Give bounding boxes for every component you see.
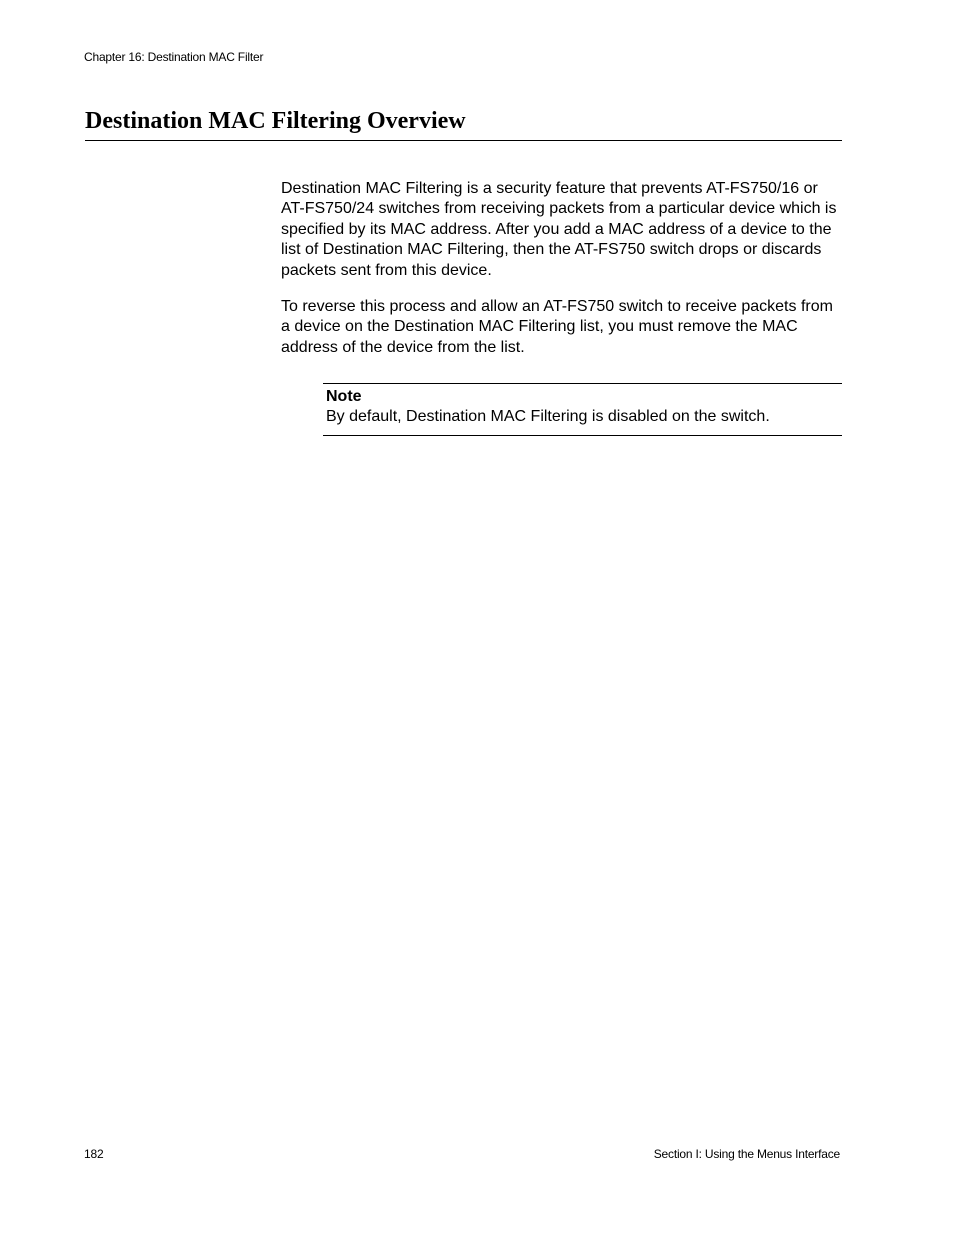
body-paragraph: To reverse this process and allow an AT-FS750 switch to receive packets from a device on the Destination MAC Filtering list, you must remove the MAC address of the device from the list. [281,298,833,356]
running-header: Chapter 16: Destination MAC Filter [84,50,264,64]
body-paragraph: Destination MAC Filtering is a security feature that prevents AT-FS750/16 or AT-FS750/24 switches from receiving packets from a particular device which is specified by its MAC address. After you add a MAC address of a device to the list of Destination MAC Filtering, then the AT-FS750 switch drops or discards packets sent from this device. [281,180,837,279]
running-footer: Section I: Using the Menus Interface [653,1147,840,1161]
page-title: Destination MAC Filtering Overview [85,106,842,141]
note-text: By default, Destination MAC Filtering is disabled on the switch. [326,408,770,426]
page-number: 182 [84,1147,104,1161]
note-box [323,383,842,436]
note-heading: Note [326,388,362,405]
